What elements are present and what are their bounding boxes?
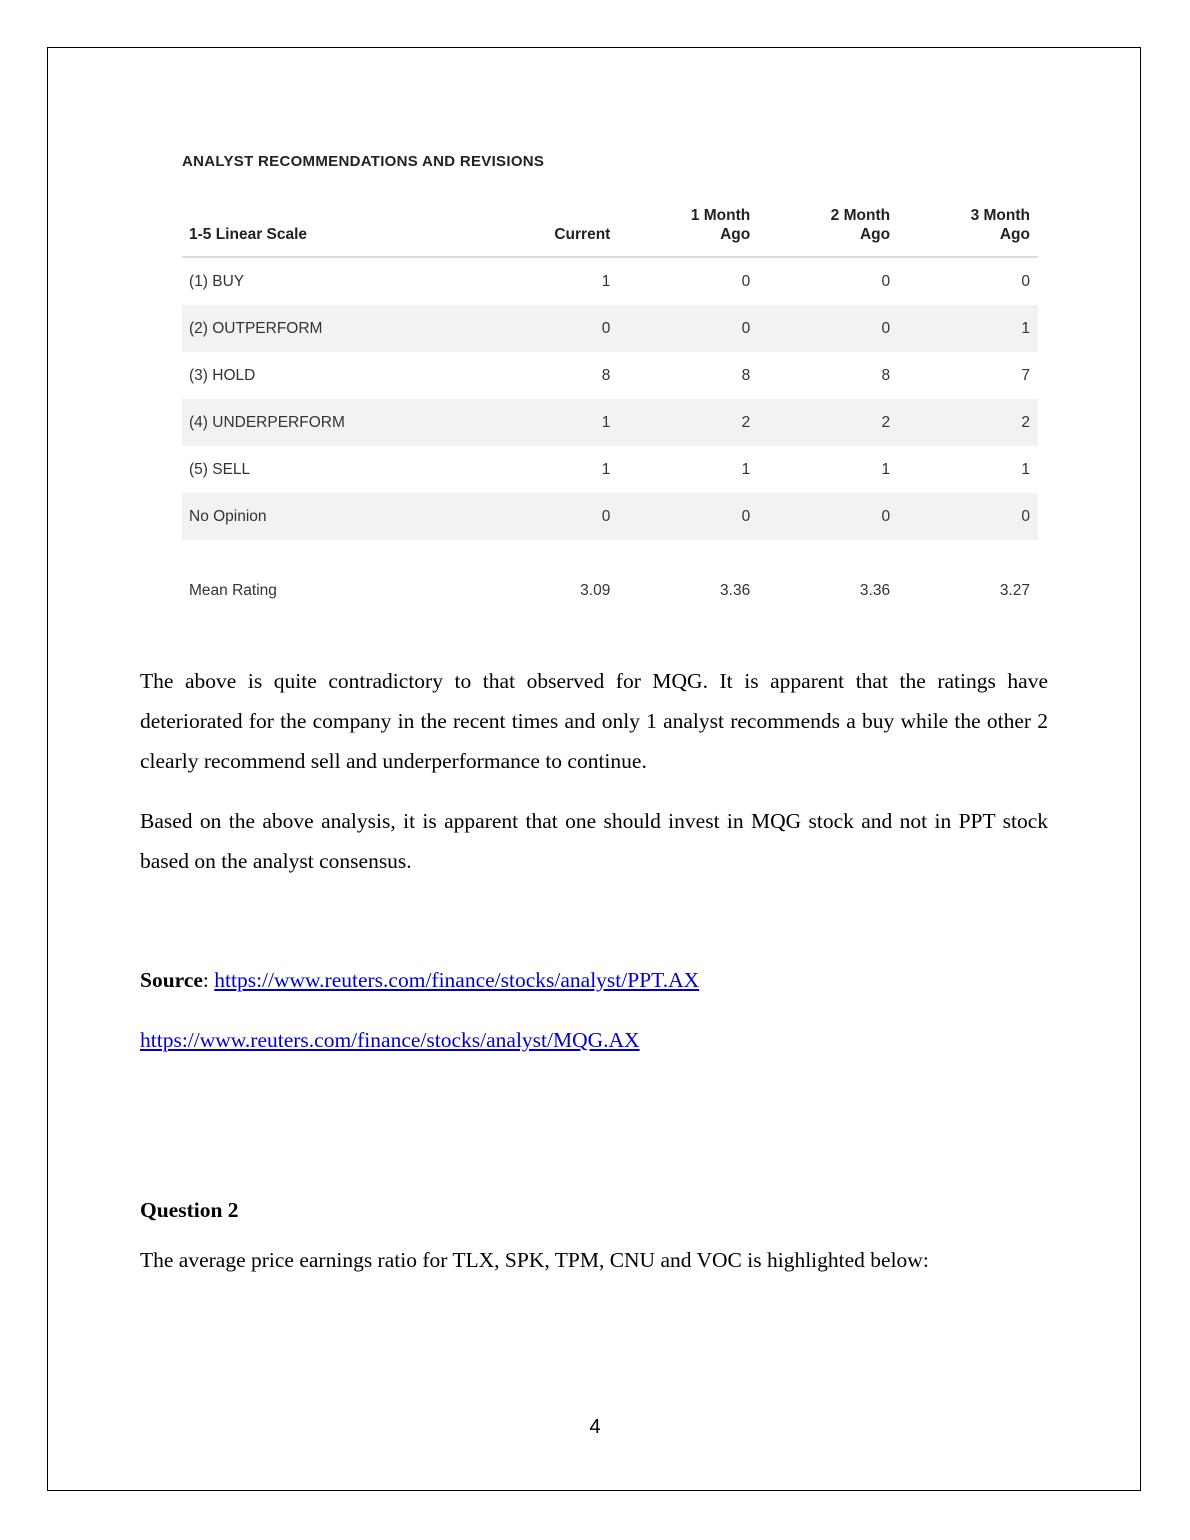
cell-2-month: 0 <box>758 493 898 540</box>
cell-current: 3.09 <box>580 582 611 599</box>
cell-1-month: 2 <box>618 399 758 446</box>
row-label: (2) OUTPERFORM <box>182 305 509 352</box>
cell-current: 0 <box>509 305 618 352</box>
paragraph-contradictory-ratings: The above is quite contradictory to that observed for MQG. It is apparent that the ratings have deteriorated for the company in the recent times and only 1 analyst recommends a buy while the other 2 clearly recommend sell and underperformance to continue. <box>140 669 1048 773</box>
table-row <box>182 399 1038 446</box>
source-label: Source <box>140 968 203 992</box>
cell-3-month: 0 <box>898 493 1038 540</box>
cell-current: 8 <box>601 366 611 384</box>
table-row <box>182 446 1038 493</box>
cell-3-month: 0 <box>1021 272 1030 290</box>
header-3-month-ago: 3 Month Ago <box>898 200 1038 257</box>
source-link-ppt[interactable]: https://www.reuters.com/finance/stocks/analyst/PPT.AX <box>214 968 700 992</box>
row-label: (4) UNDERPERFORM <box>182 399 509 446</box>
cell-3-month: 2 <box>898 399 1038 446</box>
cell-2-month: 2 <box>758 399 898 446</box>
cell-1-month: 0 <box>741 272 751 290</box>
table-header-row <box>182 200 1038 257</box>
cell-2-month: 0 <box>758 305 898 352</box>
question-text: The average price earnings ratio for TLX, SPK, TPM, CNU and VOC is highlighted below: <box>140 1248 929 1272</box>
table-spacer-row <box>182 540 1038 567</box>
cell-current: 0 <box>509 493 618 540</box>
source-link-mqg[interactable]: https://www.reuters.com/finance/stocks/analyst/MQG.AX <box>140 1028 640 1052</box>
table-row <box>182 493 1038 540</box>
cell-2-month: 0 <box>881 272 891 290</box>
source-line <box>140 960 1048 1000</box>
cell-3-month: 7 <box>1021 366 1030 384</box>
analyst-recommendations-table-block <box>182 150 1038 615</box>
cell-current: 1 <box>509 399 618 446</box>
row-label: (1) BUY <box>189 272 245 290</box>
cell-1-month: 1 <box>741 460 751 478</box>
cell-current: 1 <box>601 460 611 478</box>
header-linear-scale: 1-5 Linear Scale <box>182 200 509 257</box>
table-row <box>182 352 1038 399</box>
question-heading: Question 2 <box>140 1198 239 1222</box>
cell-current: 1 <box>601 272 611 290</box>
row-label: (5) SELL <box>189 460 251 478</box>
mean-rating-row <box>182 567 1038 615</box>
header-current: Current <box>509 200 618 257</box>
source-line-2 <box>140 1020 1048 1060</box>
cell-1-month: 8 <box>741 366 751 384</box>
table-row <box>182 305 1038 352</box>
table-title: ANALYST RECOMMENDATIONS AND REVISIONS <box>182 153 545 170</box>
header-1-month-ago: 1 Month Ago <box>618 200 758 257</box>
header-2-month-ago: 2 Month Ago <box>758 200 898 257</box>
row-label: No Opinion <box>182 493 509 540</box>
table-row <box>182 257 1038 305</box>
page-number: 4 <box>589 1416 601 1438</box>
cell-2-month: 3.36 <box>859 582 891 599</box>
cell-3-month: 3.27 <box>999 582 1030 599</box>
paragraph-analysis-conclusion: Based on the above analysis, it is apparent that one should invest in MQG stock and not in PPT stock based on the analyst consensus. <box>140 809 1048 873</box>
source-separator: : <box>202 968 215 992</box>
analyst-recommendations-table <box>182 200 1038 615</box>
cell-2-month: 1 <box>881 460 891 478</box>
cell-3-month: 1 <box>898 305 1038 352</box>
cell-3-month: 1 <box>1021 460 1030 478</box>
cell-1-month: 0 <box>618 305 758 352</box>
row-label: (3) HOLD <box>189 366 256 384</box>
cell-2-month: 8 <box>881 366 891 384</box>
cell-1-month: 0 <box>618 493 758 540</box>
row-label: Mean Rating <box>189 582 277 599</box>
cell-1-month: 3.36 <box>720 582 751 599</box>
